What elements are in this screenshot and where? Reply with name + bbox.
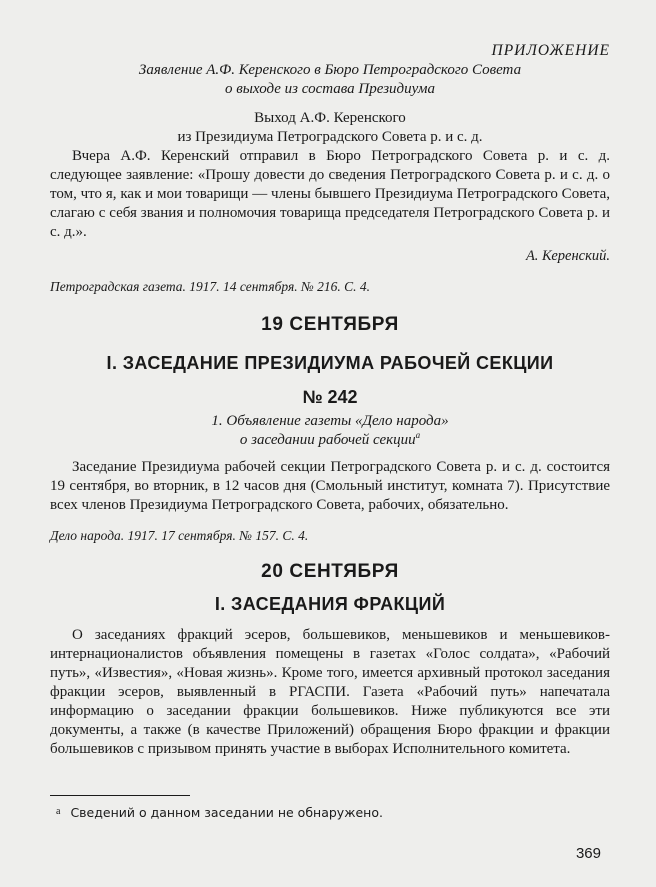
sept19-doc-title-text: о заседании рабочей секции	[239, 432, 416, 448]
kerensky-doc-title-line1: Заявление А.Ф. Керенского в Бюро Петроградского Совета	[138, 62, 522, 78]
kerensky-signature: А. Керенский.	[525, 248, 610, 264]
sept19-source: Дело народа. 1917. 17 сентября. № 157. С. 4.	[50, 528, 309, 543]
footnote-divider	[50, 795, 190, 796]
sept19-doc-title-line1: 1. Объявление газеты «Дело народа»	[211, 413, 449, 429]
document-number: № 242	[302, 387, 358, 407]
page-content	[50, 41, 610, 759]
sept19-body: Заседание Президиума рабочей секции Петроградского Совета р. и с. д. состоится 19 сентября, во вторник, в 12 часов дня (Смольный институт, комната 7). Присутствие всех членов Президиума Петроградского Совета, рабочих, обязательно.	[50, 459, 610, 513]
page-number: 369	[575, 845, 601, 862]
kerensky-doc-title-line2: о выходе из состава Президиума	[225, 81, 435, 97]
date-heading-sept-19: 19 СЕНТЯБРЯ	[261, 314, 399, 335]
kerensky-headline-line2: из Президиума Петроградского Совета р. и с. д.	[177, 129, 483, 145]
date-heading-sept-20: 20 СЕНТЯБРЯ	[261, 561, 399, 582]
section-heading-presidium: I. ЗАСЕДАНИЕ ПРЕЗИДИУМА РАБОЧЕЙ СЕКЦИИ	[106, 353, 554, 373]
kerensky-body: Вчера А.Ф. Керенский отправил в Бюро Петроградского Совета р. и с. д. следующее заявление: «Прошу довести до сведения Петроградского Совета р. и с. д. о том, что я, как и мои товарищи — члены бывшего Президиума Петроградского Совета, слагаю с себя звания и полномочия товарища председателя Петроградского Совета р. и с. д.».	[50, 148, 610, 240]
section-heading-factions: I. ЗАСЕДАНИЯ ФРАКЦИЙ	[214, 594, 446, 614]
footnote-text: Сведений о данном заседании не обнаружено.	[70, 805, 383, 820]
sept19-doc-title-line2	[50, 431, 610, 450]
appendix-label: ПРИЛОЖЕНИЕ	[491, 42, 610, 59]
footnote-mark: а	[56, 806, 61, 817]
footnote	[56, 804, 383, 821]
kerensky-headline-line1: Выход А.Ф. Керенского	[254, 110, 406, 126]
sept20-body: О заседаниях фракций эсеров, большевиков, меньшевиков и меньшевиков-интернационалистов объявления помещены в газетах «Голос солдата», «Рабочий путь», «Известия», «Новая жизнь». Кроме того, имеется архивный протокол заседания фракции эсеров, выявленный в РГАСПИ. Газета «Рабочий путь» напечатала информацию о заседании фракции большевиков. Ниже публикуются все эти документы, а также (в качестве Приложений) обращения Бюро фракции и фракции большевиков с призывом принять участие в выборах Исполнительного комитета.	[50, 627, 610, 757]
kerensky-source: Петроградская газета. 1917. 14 сентября. № 216. С. 4.	[50, 279, 370, 294]
footnote-reference: а	[415, 430, 421, 440]
